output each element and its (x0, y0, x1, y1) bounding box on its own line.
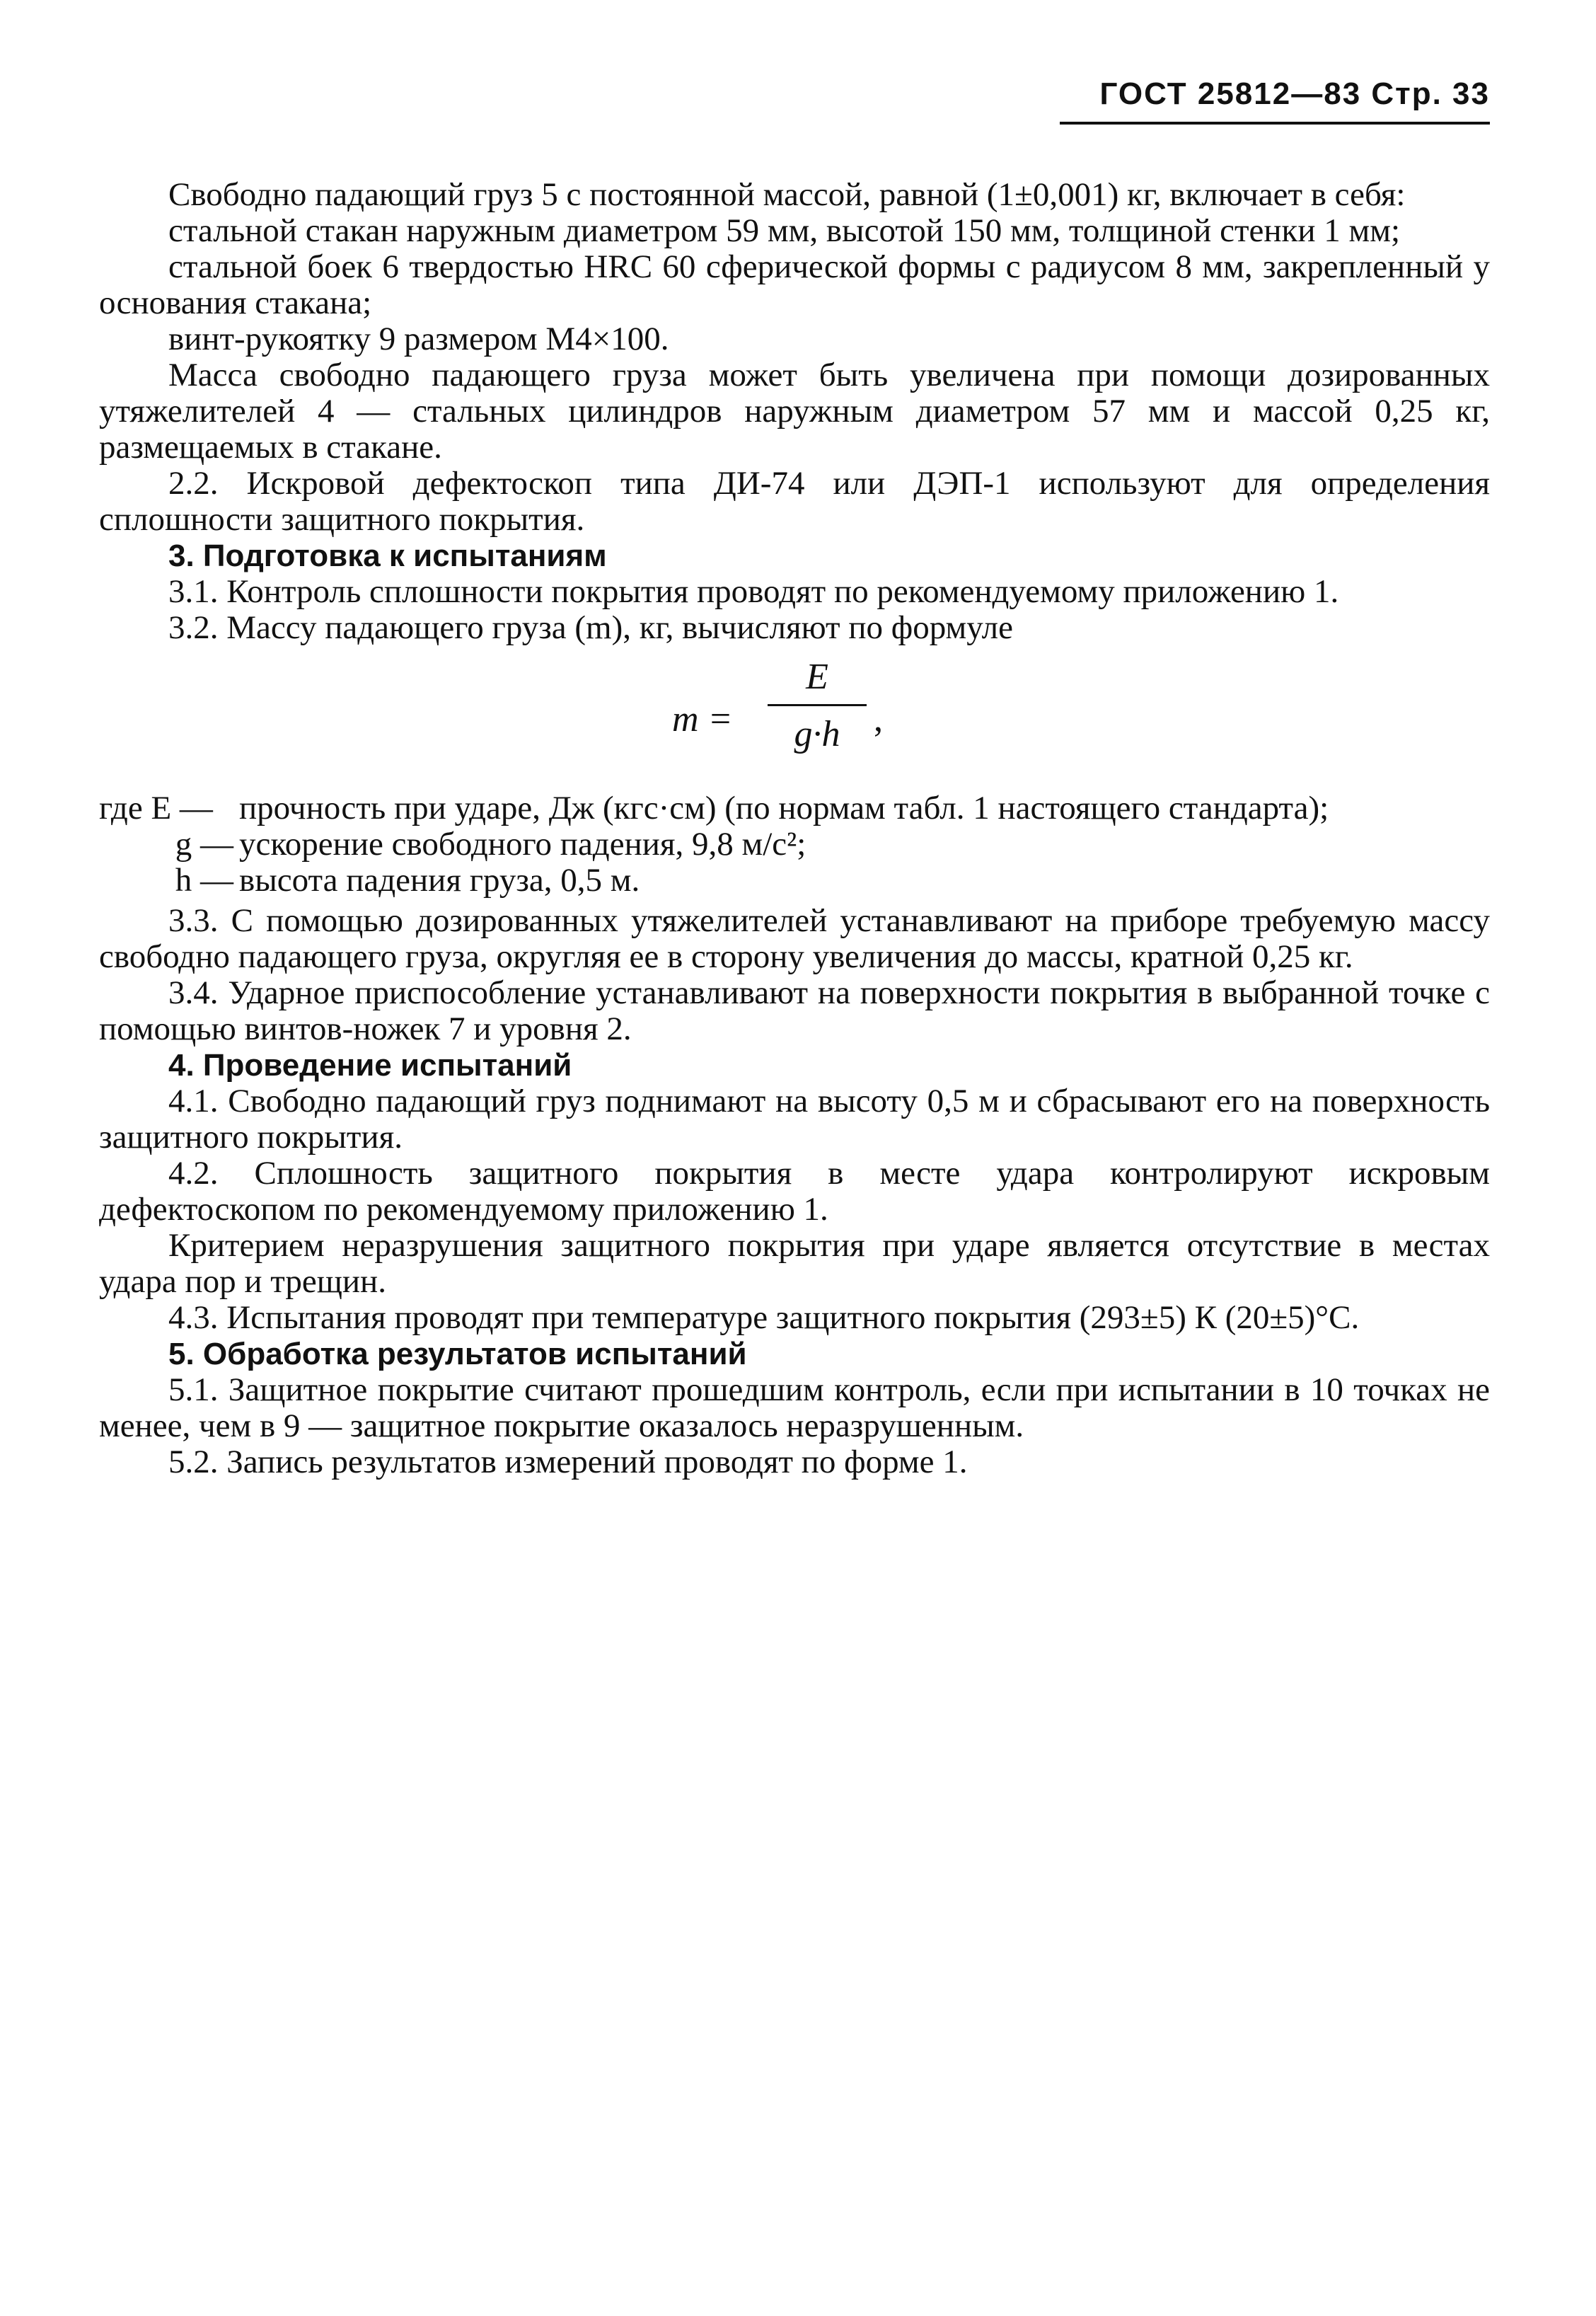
paragraph-3-4: 3.4. Ударное приспособление устанавливают на поверхности покрытия в выбранной точке с помощью винтов-ножек 7 и уровня 2. (99, 974, 1490, 1047)
definition-row (99, 863, 1490, 899)
formula-denominator: g·h (794, 714, 840, 754)
paragraph-3-3: 3.3. С помощью дозированных утяжелителей устанавливают на приборе требуемую массу свободно падающего груза, округляя ее в сторону увеличения до массы, кратной 0,25 кг. (99, 902, 1490, 975)
paragraph-3-1: 3.1. Контроль сплошности покрытия проводят по рекомендуемому приложению 1. (168, 573, 1339, 610)
section-4-heading: 4. Проведение испытаний (168, 1048, 572, 1083)
page-header (1100, 76, 1491, 112)
section-5-heading: 5. Обработка результатов испытаний (168, 1337, 747, 1371)
paragraph-weight-increase: Масса свободно падающего груза может быть увеличена при помощи дозированных утяжелителей 4 — стальных цилиндров наружным диаметром 57 мм и массой 0,25 кг, размещаемых в стакане. (99, 357, 1490, 466)
paragraph-striker: стальной боек 6 твердостью HRC 60 сферической формы с радиусом 8 мм, закрепленный у основания стакана; (99, 248, 1490, 321)
fraction-bar (768, 704, 867, 706)
paragraph-5-2: 5.2. Запись результатов измерений проводят по форме 1. (168, 1444, 968, 1480)
paragraph-criterion: Критерием неразрушения защитного покрытия при ударе является отсутствие в местах удара пор и трещин. (99, 1227, 1490, 1300)
definition-text: ускорение свободного падения, 9,8 м/с²; (239, 826, 806, 863)
paragraph-4-3: 4.3. Испытания проводят при температуре защитного покрытия (293±5) К (20±5)°С. (168, 1299, 1360, 1336)
paragraph-screw-handle: винт-рукоятку 9 размером М4×100. (168, 321, 669, 357)
paragraph-3-2: 3.2. Массу падающего груза (m), кг, вычисляют по формуле (168, 609, 1013, 646)
definition-text: прочность при ударе, Дж (кгс·см) (по нормам табл. 1 настоящего стандарта); (239, 790, 1329, 826)
formula-definitions (99, 790, 1490, 899)
formula-fraction (768, 656, 867, 756)
paragraph-4-2: 4.2. Сплошность защитного покрытия в месте удара контролируют искровым дефектоскопом по рекомендуемому приложению 1. (99, 1155, 1490, 1228)
definition-row (99, 790, 1490, 826)
definition-symbol: где E — (99, 790, 213, 826)
definition-text: высота падения груза, 0,5 м. (239, 862, 640, 899)
definition-row (99, 826, 1490, 863)
document-body (99, 177, 1490, 1480)
paragraph-2-2: 2.2. Искровой дефектоскоп типа ДИ-74 или ДЭП-1 используют для определения сплошности защитного покрытия. (99, 465, 1490, 538)
formula-comma: , (874, 699, 883, 739)
formula-lhs: m = (672, 699, 733, 739)
section-3-heading: 3. Подготовка к испытаниям (168, 538, 607, 573)
definition-symbol: h — (175, 862, 233, 899)
definition-symbol: g — (175, 826, 233, 863)
page-number: Стр. 33 (1371, 76, 1490, 111)
mass-formula (99, 656, 1490, 783)
formula-numerator: E (806, 657, 828, 697)
header-rule (1060, 122, 1490, 125)
paragraph-4-1: 4.1. Свободно падающий груз поднимают на высоту 0,5 м и сбрасывают его на поверхность защитного покрытия. (99, 1083, 1490, 1156)
document-id: ГОСТ 25812—83 (1099, 76, 1362, 111)
paragraph-weight-description: Свободно падающий груз 5 с постоянной массой, равной (1±0,001) кг, включает в себя: (168, 176, 1406, 213)
paragraph-5-1: 5.1. Защитное покрытие считают прошедшим контроль, если при испытании в 10 точках не менее, чем в 9 — защитное покрытие оказалось неразрушенным. (99, 1371, 1490, 1444)
paragraph-steel-cup: стальной стакан наружным диаметром 59 мм, высотой 150 мм, толщиной стенки 1 мм; (168, 212, 1401, 249)
